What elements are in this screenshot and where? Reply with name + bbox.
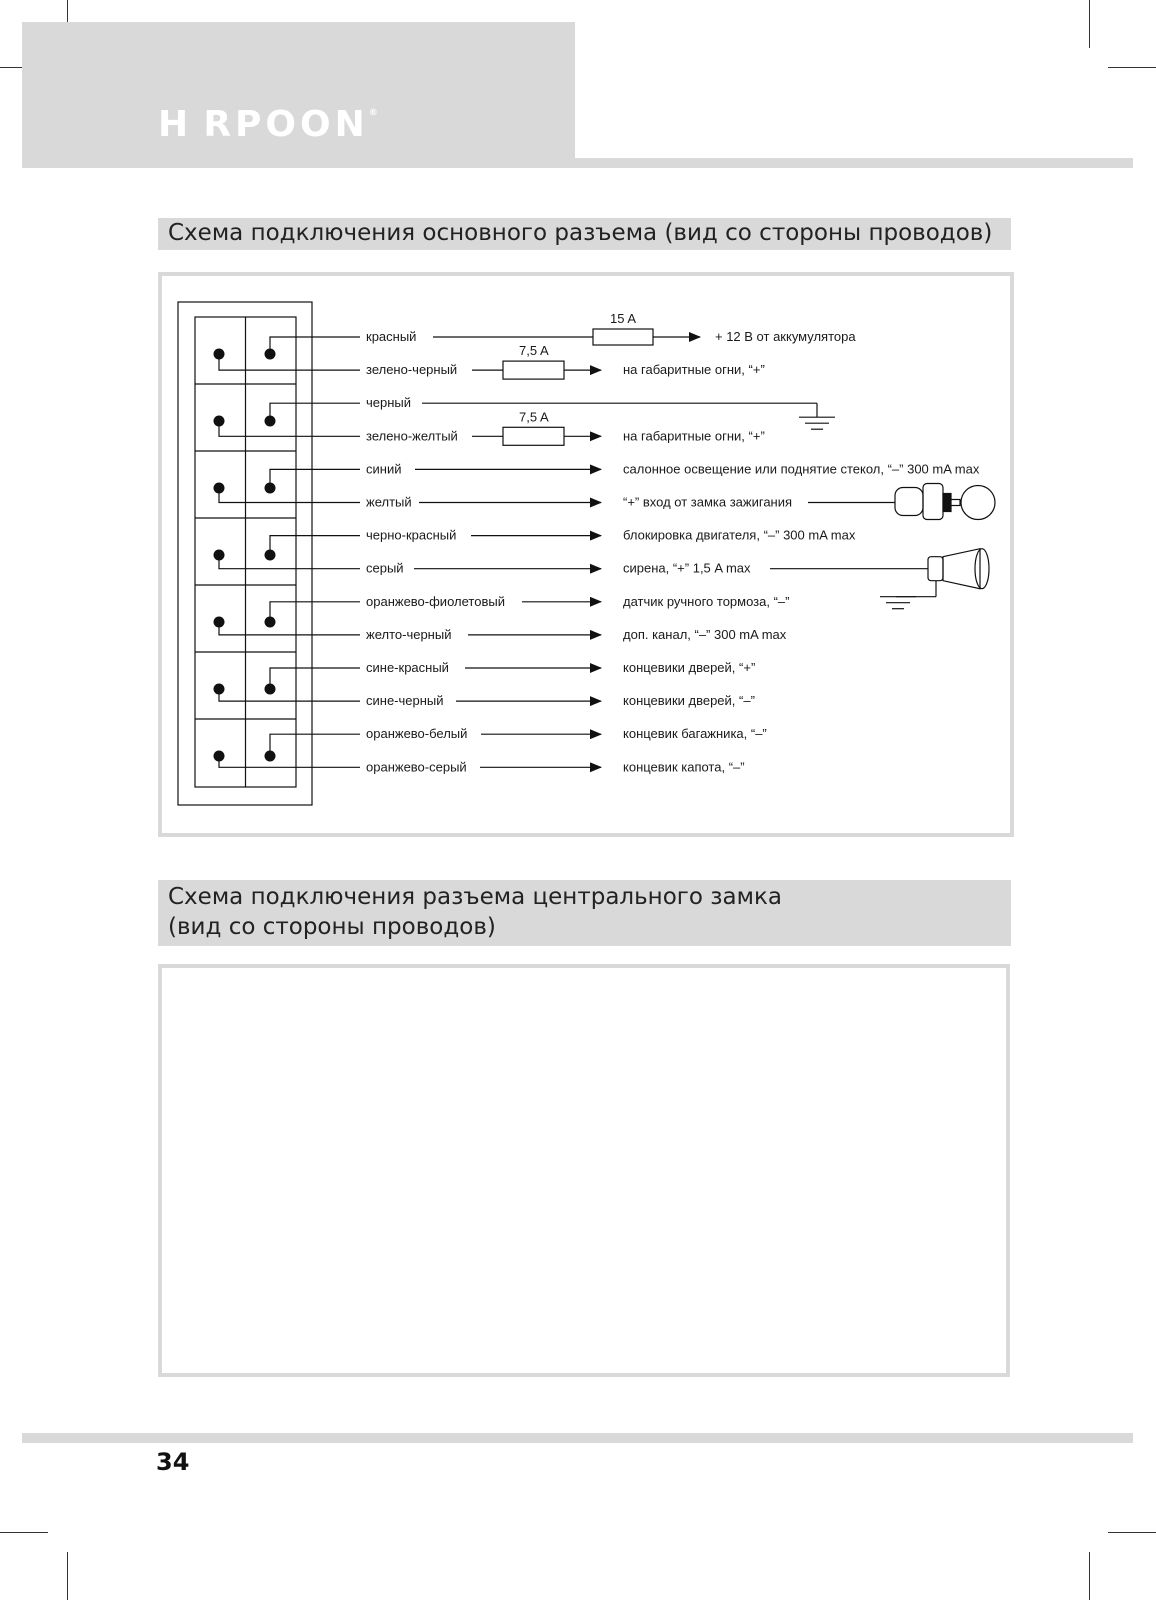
ignition-key-icon (961, 486, 995, 520)
wire-target-label: “+” вход от замка зажигания (623, 494, 793, 510)
wire-color-label: красный (366, 329, 417, 344)
wire-target-label: салонное освещение или поднятие стекол, “–” 300 mA max (623, 461, 980, 477)
wire-color-label: оранжево-белый (366, 726, 468, 742)
wire-target-label: доп. канал, “–” 300 mA max (623, 626, 787, 642)
wire-lead (219, 488, 360, 503)
ignition-switch-icon (923, 484, 943, 520)
harpoon-logo: H RPOON® (158, 104, 378, 145)
wire-lead (219, 555, 360, 569)
wire-lead (270, 403, 360, 421)
wire-color-label: сине-красный (366, 660, 449, 675)
wire-target-label: концевик капота, “–” (623, 759, 745, 775)
wire-lead (219, 421, 360, 436)
wire-lead (270, 668, 360, 689)
wire-lead (270, 536, 360, 555)
wire-color-label: сине-черный (366, 693, 444, 709)
wire-target-label: + 12 В от аккумулятора (715, 329, 856, 344)
wire-lead (219, 756, 360, 767)
wire-target-label: на габаритные огни, “+” (623, 428, 765, 444)
siren-icon (975, 549, 989, 589)
fuse-label: 7,5 A (519, 343, 549, 359)
wire-target-label: на габаритные огни, “+” (623, 362, 765, 378)
fuse-label: 15 A (610, 311, 637, 326)
wire-lead (219, 689, 360, 701)
wire-color-label: желтый (366, 494, 412, 510)
wire-target-label: датчик ручного тормоза, “–” (623, 593, 790, 609)
wire-lead (270, 337, 360, 354)
fuse-7-5a (503, 361, 564, 379)
main-connector-title: Схема подключения основного разъема (вид со стороны проводов) (158, 218, 1011, 250)
wire-lead (270, 469, 360, 488)
ignition-switch-icon (895, 488, 923, 516)
wire-target-label: концевики дверей, “–” (623, 693, 755, 709)
wire-color-label: зелено-черный (366, 362, 458, 378)
wire-lead (270, 602, 360, 622)
fuse-15a (593, 329, 653, 345)
fuse-label: 7,5 A (519, 409, 549, 425)
wire-target-label: блокировка двигателя, “–” 300 mA max (623, 527, 856, 543)
fuse-7-5a (503, 427, 564, 445)
lock-connector-title (158, 880, 1011, 946)
lock-title-line1: Схема подключения разъема центрального замка (168, 884, 782, 910)
wire-color-label: оранжево-фиолетовый (366, 593, 505, 609)
wire-lead (270, 734, 360, 756)
wire-color-label: серый (366, 560, 404, 576)
wire-color-label: синий (366, 461, 402, 477)
wire-target-label: сирена, “+” 1,5 A max (623, 560, 751, 576)
wire-target-label: концевик багажника, “–” (623, 726, 767, 742)
footer-rule (22, 1433, 1133, 1443)
wire-color-label: желто-черный (366, 626, 452, 642)
wire-target-label: концевики дверей, “+” (623, 660, 756, 675)
siren-icon (928, 557, 943, 581)
wire-color-label: зелено-желтый (366, 428, 458, 444)
wire-lead (219, 354, 360, 370)
wire-color-label: черный (366, 395, 412, 411)
wire-color-label: оранжево-серый (366, 759, 467, 775)
lock-title-line2: (вид со стороны проводов) (168, 914, 496, 940)
page-number: 34 (156, 1448, 190, 1476)
wire-lead (219, 622, 360, 635)
lock-connector-frame (158, 964, 1010, 1377)
wire-color-label: черно-красный (366, 527, 457, 543)
